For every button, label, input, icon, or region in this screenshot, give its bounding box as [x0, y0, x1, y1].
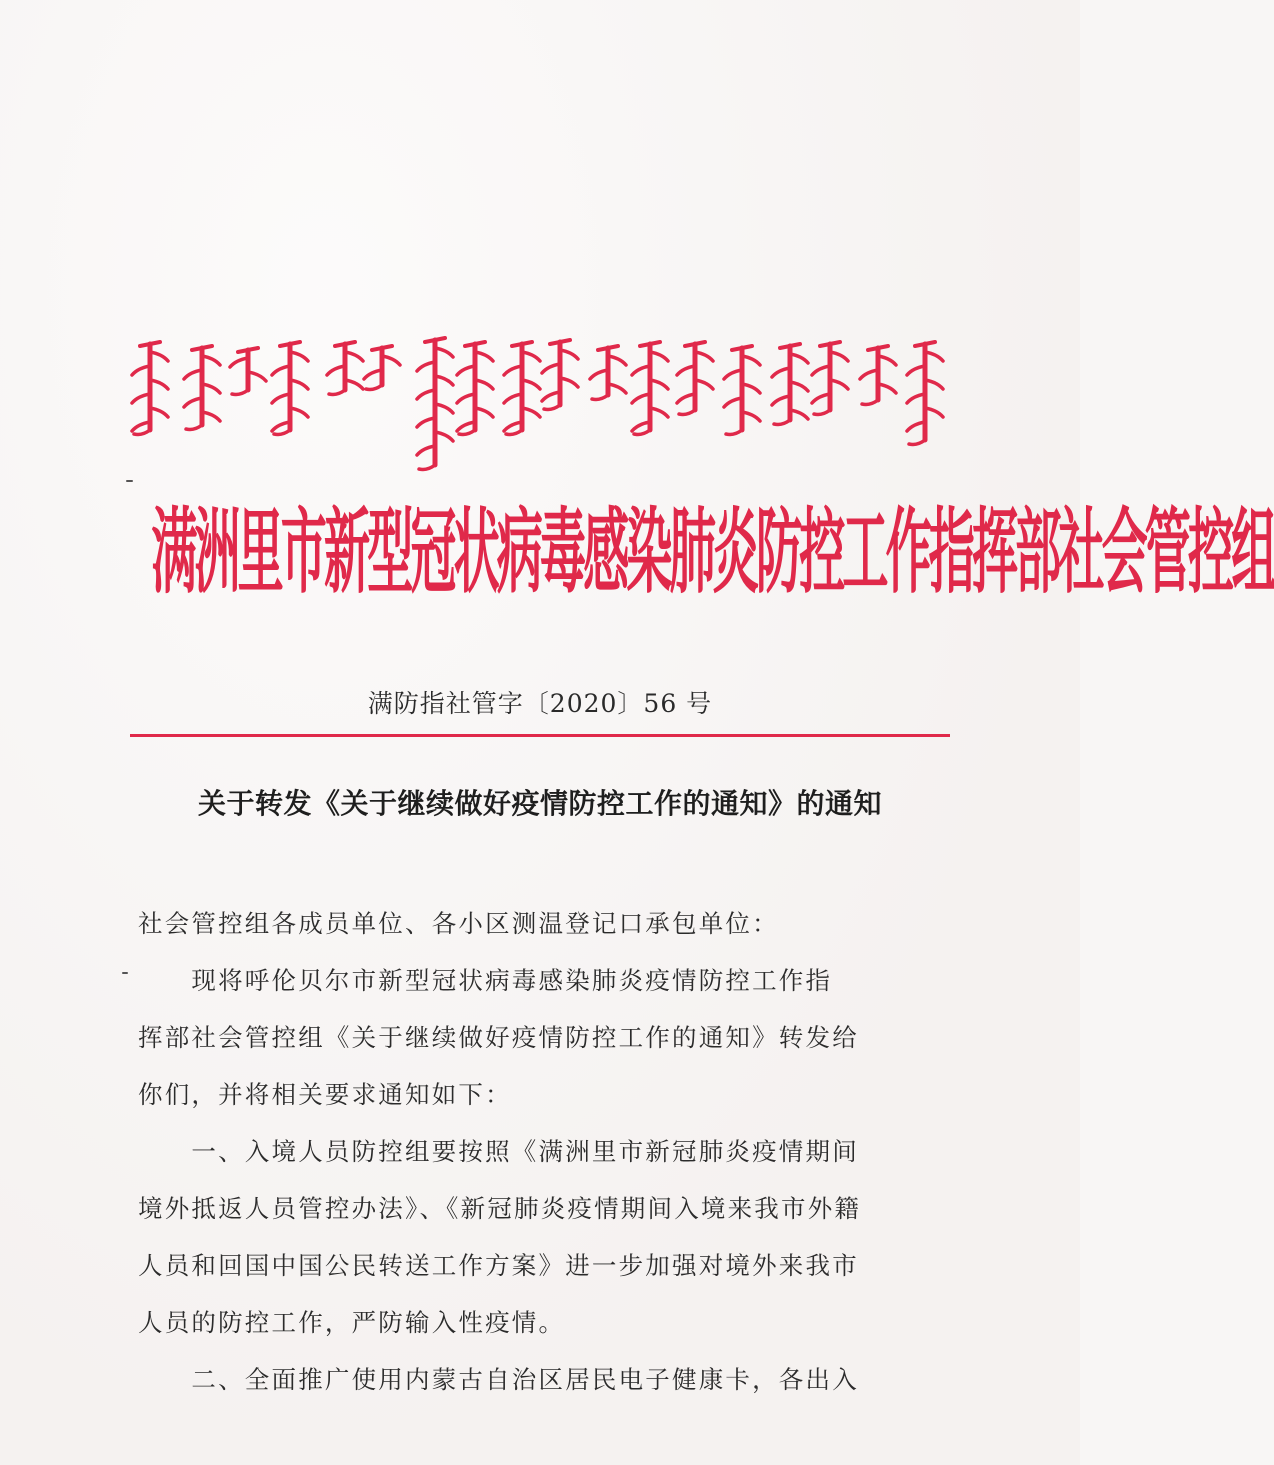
- mongolian-glyph: [230, 348, 266, 395]
- org-title: 满洲里市新型冠状病毒感染肺炎防控工作指挥部社会管控组: [151, 499, 1274, 608]
- body-line: 一、入境人员防控组要按照《满洲里市新冠肺炎疫情期间: [138, 1137, 859, 1166]
- body-line: 二、全面推广使用内蒙古自治区居民电子健康卡，各出入: [138, 1365, 859, 1394]
- body-line: 境外抵返人员管控办法》、《新冠肺炎疫情期间入境来我市外籍: [138, 1194, 862, 1223]
- body-line: 人员的防控工作，严防输入性疫情。: [138, 1308, 566, 1337]
- mongolian-glyph: [860, 346, 896, 405]
- body-line: 你们，并将相关要求通知如下：: [138, 1080, 512, 1109]
- document-number: 满防指社管字〔2020〕56 号: [367, 689, 713, 718]
- mongolian-glyph: [272, 342, 308, 435]
- mongolian-glyph: [677, 342, 713, 415]
- mongolian-glyph: [504, 342, 540, 435]
- mongolian-script-banner: [130, 330, 960, 480]
- body-line: 挥部社会管控组《关于继续做好疫情防控工作的通知》转发给: [138, 1023, 859, 1052]
- notice-body: [138, 895, 938, 1408]
- mongolian-glyph: [132, 342, 168, 435]
- body-line: 社会管控组各成员单位、各小区测温登记口承包单位：: [138, 909, 779, 938]
- mongolian-glyph: [327, 342, 363, 395]
- mongolian-glyph: [184, 346, 220, 430]
- mongolian-glyph: [812, 342, 848, 415]
- mongolian-glyph: [542, 340, 578, 410]
- mongolian-glyph: [772, 344, 808, 425]
- notice-title: 关于转发《关于继续做好疫情防控工作的通知》的通知: [197, 787, 882, 820]
- paper-speck: [126, 480, 133, 482]
- mongolian-script-icon: [130, 330, 960, 480]
- mongolian-glyph: [632, 342, 668, 435]
- paper-speck: [122, 972, 128, 974]
- mongolian-glyph: [457, 342, 493, 435]
- mongolian-glyph: [907, 342, 943, 445]
- mongolian-glyph: [724, 346, 760, 435]
- mongolian-glyph: [590, 346, 626, 400]
- mongolian-glyph: [417, 338, 453, 470]
- body-line: 现将呼伦贝尔市新型冠状病毒感染肺炎疫情防控工作指: [138, 966, 833, 995]
- body-line: 人员和回国中国公民转送工作方案》进一步加强对境外来我市: [138, 1251, 859, 1280]
- mongolian-glyph: [364, 346, 400, 390]
- red-divider: [130, 734, 950, 737]
